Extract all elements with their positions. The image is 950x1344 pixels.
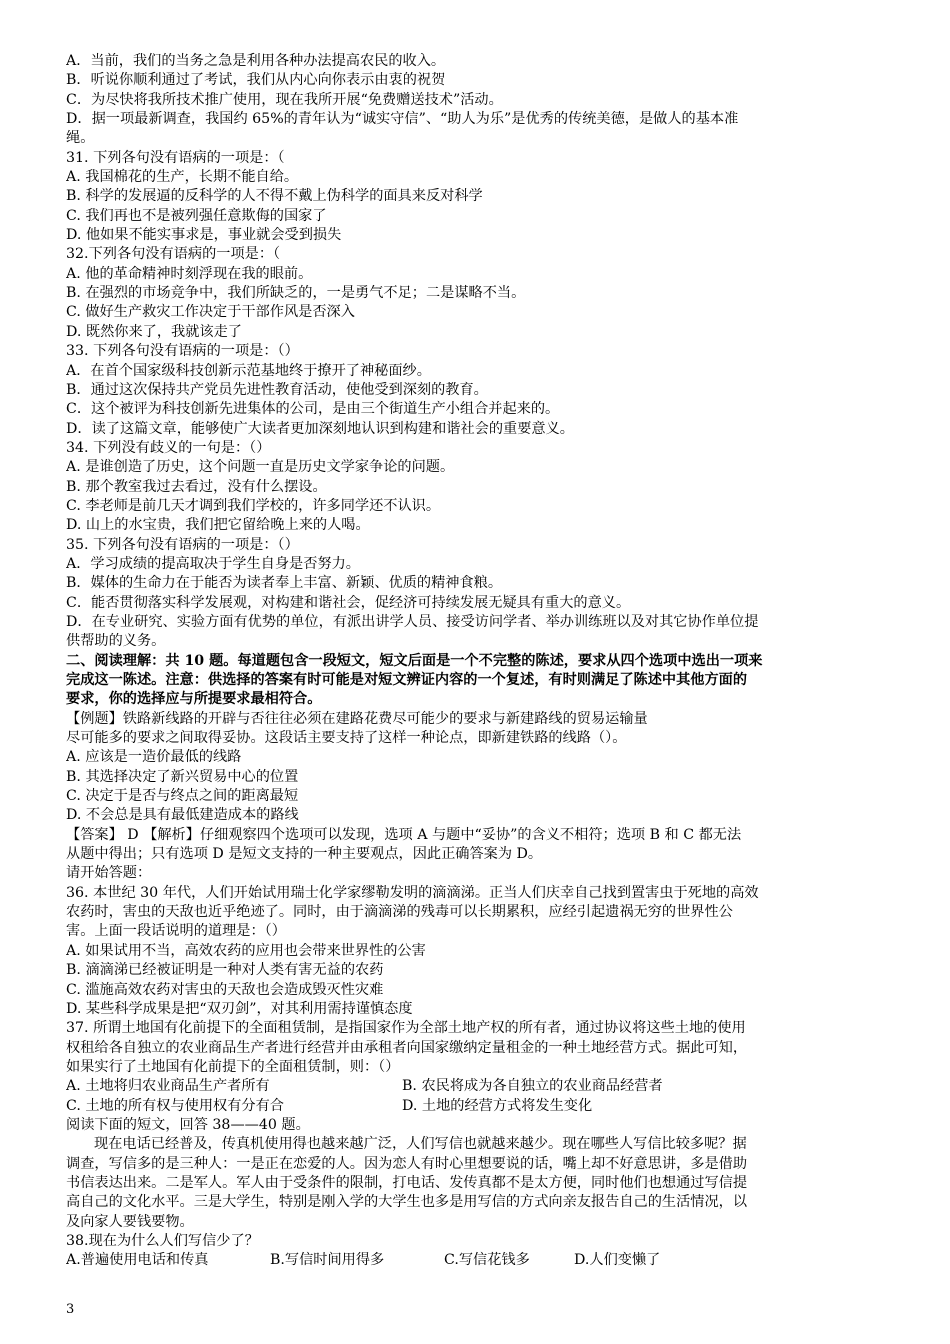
text-line: B. 滴滴涕已经被证明是一种对人类有害无益的农药 (66, 962, 384, 979)
option-c: C. 土地的所有权与使用权有分有合 (66, 1097, 284, 1114)
text-line: A. 他的革命精神时刻浮现在我的眼前。 (66, 265, 313, 282)
question-32: 32.下列各句没有语病的一项是：（ (66, 246, 281, 263)
text-line: 如果实行了土地国有化前提下的全面租赁制，则：（） (66, 1058, 400, 1075)
text-line: 尽可能多的要求之间取得妥协。这段话主要支持了这样一种论点，即新建铁路的线路（）。 (66, 730, 627, 747)
text-line: A. 如果试用不当，高效农药的应用也会带来世界性的公害 (66, 942, 426, 959)
text-line: A. 是谁创造了历史，这个问题一直是历史文学家争论的问题。 (66, 459, 455, 476)
passage-line: 调查，写信多的是三种人：一是正在恋爱的人。因为恋人有时心里想要说的话，嘴上却不好意思讲，多是借助 (66, 1155, 748, 1172)
text-line: 请开始答题： (66, 865, 152, 882)
passage-line: 及向家人要钱要物。 (66, 1213, 194, 1230)
text-line: B. 那个教室我过去看过，没有什么摆设。 (66, 478, 327, 495)
section-heading: 要求，你的选择应与所提要求最相符合。 (66, 691, 322, 708)
passage-line: 现在电话已经普及，传真机使用得也越来越广泛，人们写信也就越来越少。现在哪些人写信比较多呢？据 (94, 1136, 747, 1153)
text-line: D. 既然你来了，我就该走了 (66, 323, 242, 340)
text-line: D．据一项最新调查，我国约 65%的青年认为“诚实守信”、“助人为乐”是优秀的传统美德，是做人的基本准 (66, 111, 739, 128)
text-line: C. 滥施高效农药对害虫的天敌也会造成毁灭性灾难 (66, 981, 384, 998)
text-line: 绳。 (66, 130, 95, 147)
text-line: D．在专业研究、实验方面有优势的单位，有派出讲学人员、接受访问学者、举办训练班以及对其它协作单位提 (66, 613, 759, 630)
option-c: C.写信花钱多 (444, 1252, 530, 1269)
text-line: A．在首个国家级科技创新示范基地终于撩开了神秘面纱。 (66, 362, 431, 379)
option-b: B.写信时间用得多 (270, 1252, 385, 1269)
reading-instruction: 阅读下面的短文，回答 38——40 题。 (66, 1116, 310, 1133)
text-line: D. 他如果不能实事求是，事业就会受到损失 (66, 227, 342, 244)
text-line: A．当前，我们的当务之急是利用各种办法提高农民的收入。 (66, 53, 446, 69)
text-line: B．听说你顺利通过了考试，我们从内心向你表示由衷的祝贺 (66, 72, 446, 89)
text-line: 害。上面一段话说明的道理是：（） (66, 923, 286, 940)
text-line: D．读了这篇文章，能够使广大读者更加深刻地认识到构建和谐社会的重要意义。 (66, 420, 574, 437)
option-d: D. 土地的经营方式将发生变化 (402, 1097, 593, 1114)
text-line: B．通过这次保持共产党员先进性教育活动，使他受到深刻的教育。 (66, 381, 488, 398)
option-row (66, 1251, 886, 1270)
option-row (66, 1077, 886, 1096)
question-37: 37. 所谓土地国有化前提下的全面租赁制，是指国家作为全部土地产权的所有者，通过协议将这些土地的使用 (66, 1020, 746, 1037)
text-line: D. 山上的水宝贵，我们把它留给晚上来的人喝。 (66, 517, 370, 534)
page-content (66, 52, 886, 1271)
text-line: 农药时，害虫的天敌也近乎绝迹了。同时，由于滴滴涕的残毒可以长期累积，应经引起遗祸无穷的世界性公 (66, 904, 733, 921)
option-d: D.人们变懒了 (574, 1252, 661, 1269)
option-b: B. 农民将成为各自独立的农业商品经营者 (402, 1078, 663, 1095)
text-line: 权租给各自独立的农业商品生产者进行经营并由承租者向国家缴纳定量租金的一种土地经营方式。据此可知， (66, 1039, 748, 1056)
question-38: 38.现在为什么人们写信少了？ (66, 1232, 259, 1249)
text-line: D. 某些科学成果是把“双刃剑”，对其利用需持谨慎态度 (66, 1000, 413, 1017)
text-line: C. 我们再也不是被列强任意欺侮的国家了 (66, 207, 327, 224)
question-35: 35. 下列各句没有语病的一项是：（） (66, 536, 299, 553)
question-33: 33. 下列各句没有语病的一项是：（） (66, 343, 299, 360)
text-line: D. 不会总是具有最低建造成本的路线 (66, 807, 299, 824)
passage-line: 高自己的文化水平。三是大学生，特别是刚入学的大学生也多是用写信的方式向亲友报告自己的生活情况，以 (66, 1194, 748, 1211)
text-line: B．媒体的生命力在于能否为读者奉上丰富、新颖、优质的精神食粮。 (66, 575, 503, 592)
text-line: A. 我国棉花的生产，长期不能自给。 (66, 169, 299, 186)
section-heading: 完成这一陈述。注意：供选择的答案有时可能是对短文辨证内容的一个复述，有时则满足了陈述中其他方面的 (66, 672, 748, 688)
option-row (66, 1097, 886, 1116)
text-line: 供帮助的义务。 (66, 633, 166, 650)
text-line: B. 其选择决定了新兴贸易中心的位置 (66, 768, 299, 785)
text-line: A. 应该是一造价最低的线路 (66, 749, 242, 766)
text-line: C．为尽快将我所技术推广使用，现在我所开展“免费赠送技术”活动。 (66, 91, 503, 108)
page-number: 3 (66, 1302, 75, 1317)
text-line: B. 科学的发展逼的反科学的人不得不戴上伪科学的面具来反对科学 (66, 188, 483, 205)
answer-explanation: 【答案】 D 【解析】仔细观察四个选项可以发现，选项 A 与题中“妥协”的含义不相符；选项 B 和 C 都无法 (66, 826, 742, 843)
text-line: A．学习成绩的提高取决于学生自身是否努力。 (66, 555, 360, 572)
question-31: 31. 下列各句没有语病的一项是：（ (66, 149, 285, 166)
text-line: C. 李老师是前几天才调到我们学校的，许多同学还不认识。 (66, 497, 441, 514)
text-line: C. 做好生产救灾工作决定于干部作风是否深入 (66, 304, 355, 321)
question-34: 34. 下列没有歧义的一句是：（） (66, 439, 271, 456)
text-line: B. 在强烈的市场竞争中，我们所缺乏的，一是勇气不足；二是谋略不当。 (66, 285, 526, 302)
question-36: 36. 本世纪 30 年代，人们开始试用瑞士化学家缪勒发明的滴滴涕。正当人们庆幸自己找到置害虫于死地的高效 (66, 884, 759, 901)
option-a: A. 土地将归农业商品生产者所有 (66, 1078, 270, 1095)
text-line: C．能否贯彻落实科学发展观，对构建和谐社会，促经济可持续发展无疑具有重大的意义。 (66, 594, 631, 611)
section-heading: 二、阅读理解：共 10 题。每道题包含一段短文，短文后面是一个不完整的陈述，要求从四个选项中选出一项来 (66, 652, 763, 669)
text-line: C. 决定于是否与终点之间的距离最短 (66, 788, 299, 805)
text-line: C．这个被评为科技创新先进集体的公司，是由三个街道生产小组合并起来的。 (66, 401, 560, 418)
option-a: A.普遍使用电话和传真 (66, 1252, 209, 1269)
passage-line: 书信表达出来。二是军人。军人由于受条件的限制，打电话、发传真都不是太方便，同时他们也想通过写信提 (66, 1174, 748, 1191)
example-question: 【例题】铁路新线路的开辟与否往往必须在建路花费尽可能少的要求与新建路线的贸易运输量 (66, 710, 648, 727)
text-line: 从题中得出；只有选项 D 是短文支持的一种主要观点，因此正确答案为 D。 (66, 846, 543, 863)
